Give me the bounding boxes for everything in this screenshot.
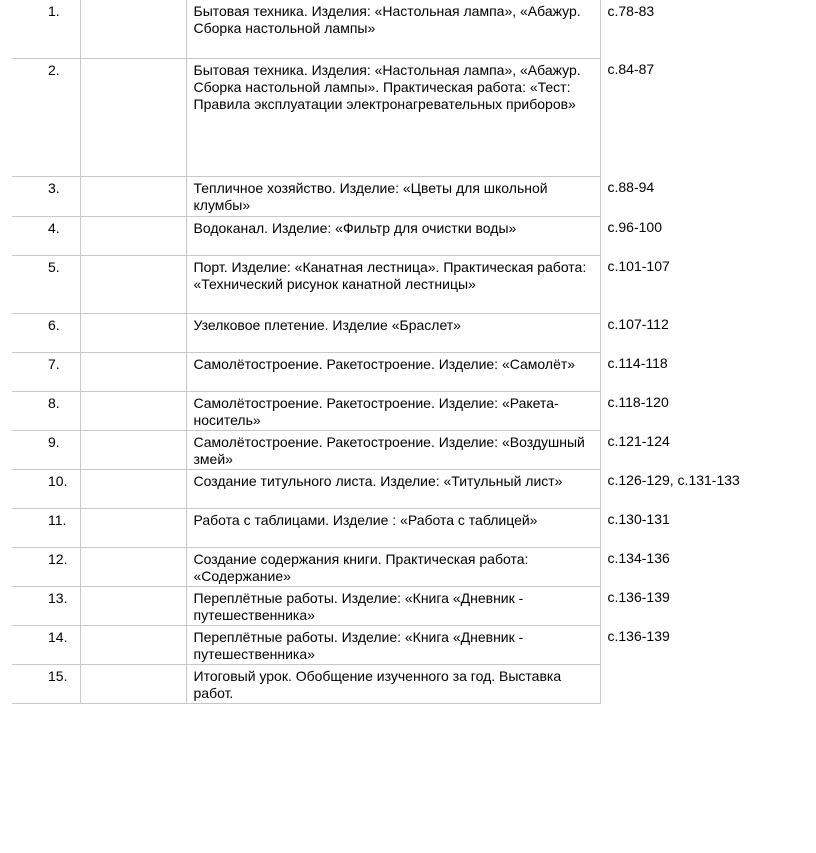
empty-cell — [80, 0, 186, 58]
empty-cell — [80, 313, 186, 352]
lesson-topic: Тепличное хозяйство. Изделие: «Цветы для школьной клумбы» — [186, 176, 600, 216]
lesson-number: 6. — [12, 313, 80, 352]
lesson-table — [12, 0, 800, 704]
table-row — [12, 58, 800, 176]
empty-cell — [80, 176, 186, 216]
table-row — [12, 469, 800, 508]
lesson-number: 10. — [12, 469, 80, 508]
lesson-pages: с.114-118 — [607, 355, 668, 371]
table-row — [12, 352, 800, 391]
lesson-topic: Узелковое плетение. Изделие «Браслет» — [186, 313, 600, 352]
empty-cell — [80, 664, 186, 703]
lesson-number: 1. — [12, 0, 80, 58]
lesson-pages: с.121-124 — [607, 433, 670, 449]
lesson-pages: с.134-136 — [607, 550, 670, 566]
lesson-number: 14. — [12, 625, 80, 664]
lesson-pages: с.84-87 — [607, 61, 655, 77]
table-row — [12, 430, 800, 469]
empty-cell — [80, 58, 186, 176]
table-row — [12, 625, 800, 664]
empty-cell — [80, 391, 186, 430]
lesson-pages: с.136-139 — [607, 589, 670, 605]
lesson-number: 11. — [12, 508, 80, 547]
lesson-pages: с.136-139 — [607, 628, 670, 644]
empty-cell — [80, 352, 186, 391]
lesson-number: 7. — [12, 352, 80, 391]
lesson-number: 4. — [12, 216, 80, 255]
lesson-pages: с.96-100 — [607, 219, 662, 235]
lesson-number: 3. — [12, 176, 80, 216]
lesson-pages: с.107-112 — [607, 316, 669, 332]
lesson-pages: с.126-129, с.131-133 — [607, 472, 740, 488]
lesson-topic: Бытовая техника. Изделия: «Настольная лампа», «Абажур. Сборка настольной лампы» — [186, 0, 600, 58]
lesson-topic: Создание титульного листа. Изделие: «Титульный лист» — [186, 469, 600, 508]
empty-cell — [80, 586, 186, 625]
lesson-pages: с.118-120 — [607, 394, 669, 410]
lesson-number: 5. — [12, 255, 80, 313]
lesson-pages: с.78-83 — [607, 3, 655, 19]
lesson-topic: Итоговый урок. Обобщение изученного за год. Выставка работ. — [186, 664, 600, 703]
lesson-number: 15. — [12, 664, 80, 703]
lesson-topic: Порт. Изделие: «Канатная лестница». Практическая работа: «Технический рисунок канатной лестницы» — [186, 255, 600, 313]
table-row — [12, 176, 800, 216]
lesson-pages: с.88-94 — [607, 179, 655, 195]
table-row — [12, 664, 800, 703]
table-row — [12, 0, 800, 58]
table-row — [12, 255, 800, 313]
empty-cell — [80, 216, 186, 255]
lesson-number: 13. — [12, 586, 80, 625]
lesson-pages — [600, 664, 800, 703]
lesson-topic: Переплётные работы. Изделие: «Книга «Дневник - путешественника» — [186, 586, 600, 625]
table-row — [12, 391, 800, 430]
table-row — [12, 216, 800, 255]
lesson-topic: Самолётостроение. Ракетостроение. Изделие: «Воздушный змей» — [186, 430, 600, 469]
empty-cell — [80, 508, 186, 547]
empty-cell — [80, 547, 186, 586]
lesson-topic: Работа с таблицами. Изделие : «Работа с таблицей» — [186, 508, 600, 547]
lesson-topic: Переплётные работы. Изделие: «Книга «Дневник - путешественника» — [186, 625, 600, 664]
empty-cell — [80, 469, 186, 508]
lesson-topic: Бытовая техника. Изделия: «Настольная лампа», «Абажур. Сборка настольной лампы». Практическая работа: «Тест: Правила эксплуатации электронагревательных приборов» — [186, 58, 600, 176]
lesson-number: 8. — [12, 391, 80, 430]
lesson-table-body — [12, 0, 800, 703]
empty-cell — [80, 255, 186, 313]
lesson-pages: с.101-107 — [607, 258, 670, 274]
table-row — [12, 586, 800, 625]
lesson-topic: Самолётостроение. Ракетостроение. Изделие: «Самолёт» — [186, 352, 600, 391]
lesson-number: 12. — [12, 547, 80, 586]
table-row — [12, 508, 800, 547]
empty-cell — [80, 430, 186, 469]
lesson-number: 9. — [12, 430, 80, 469]
empty-cell — [80, 625, 186, 664]
lesson-number: 2. — [12, 58, 80, 176]
lesson-topic: Самолётостроение. Ракетостроение. Изделие: «Ракета-носитель» — [186, 391, 600, 430]
lesson-pages: с.130-131 — [607, 511, 670, 527]
table-row — [12, 547, 800, 586]
table-row — [12, 313, 800, 352]
lesson-topic: Создание содержания книги. Практическая работа: «Содержание» — [186, 547, 600, 586]
lesson-topic: Водоканал. Изделие: «Фильтр для очистки воды» — [186, 216, 600, 255]
